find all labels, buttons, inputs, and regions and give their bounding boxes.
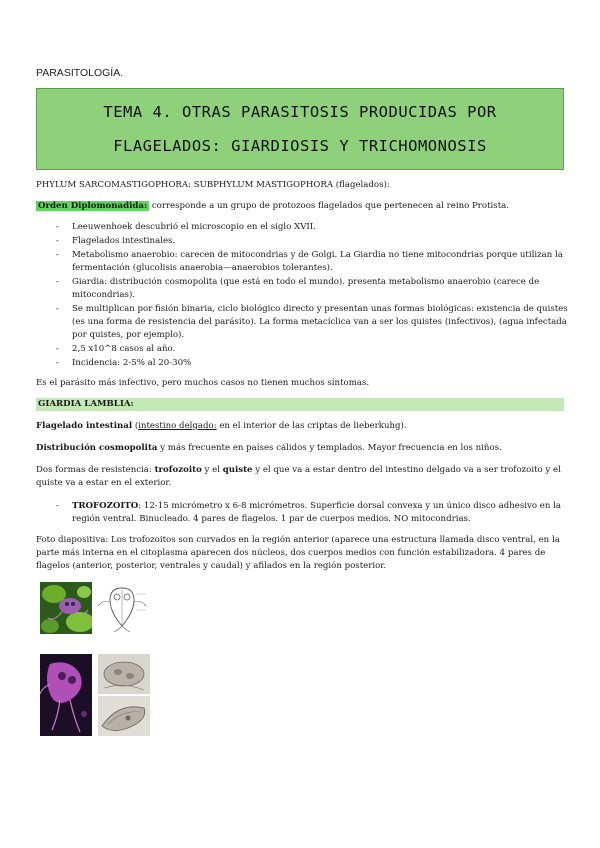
distribucion-paragraph: Distribución cosmopolita y más frecuente en países cálidos y templados. Mayor frecuencia en los niños. [36,443,502,453]
micrograph-giardia-color [40,582,92,634]
foto-paragraph: Foto diapositiva: Los trofozoitos son curvados en la región anterior (aparece una estructura llamada disco ventral, en la parte más interna en el citoplasma aparecen dos núcleos, dos cuerpos medios con función estabilizadora. 4 pares de flagelos (anterior, posterior, ventrales y caudal) y afilados en la región posterior. [36,535,560,571]
infectivity-note: Es el parásito más infectivo, pero muchos casos no tienen muchos síntomas. [36,378,370,388]
list-item: - Giardia: distribución cosmopolita (que está en todo el mundo). presenta metabolismo anaerobio (carece de mitocondrias). [56,277,540,300]
flagelado-paragraph: Flagelado intestinal (intestino delgado: en el interior de las criptas de lieberkuhg). [36,421,407,431]
list-item: - 2,5 x10^8 casos al año. [56,344,176,354]
orden-label: Orden Diplomonadida: [38,201,148,211]
list-item: - Se multiplican por fisión binaria, ciclo biológico directo y presentan unas formas biológicas: existencia de quistes (es una forma de resistencia del parásito). La forma metacíclica van a ser los quistes (infectivos), (agua infectada por quistes, por ejemplo). [56,304,568,340]
electron-micrograph-top [98,654,150,694]
phylum-line: PHYLUM SARCOMASTIGOPHORA: SUBPHYLUM MASTIGOPHORA (flagelados): [36,180,390,190]
giardia-heading: GIARDIA LAMBLIA: [36,398,564,411]
list-item: - Leeuwenhoek descubrió el microscopio en el siglo XVII. [56,222,316,232]
subject-label: PARASITOLOGÍA. [36,67,124,79]
title-banner [36,88,564,170]
electron-micrograph-bottom [98,696,150,736]
list-item: - Metabolismo anaerobio: carecen de mitocondrias y de Golgi. La Giardia no tiene mitocondrias porque utilizan la fermentación (glucolisis anaerobia—anaerobios tolerantes). [56,250,563,273]
characteristics-list [56,221,568,371]
list-item: - Incidencia: 2-5% al 20-30% [56,358,192,368]
micrograph-giardia-stained [40,654,92,736]
page-title: TEMA 4. OTRAS PARASITOSIS PRODUCIDAS POR FLAGELADOS: GIARDIOSIS Y TRICHOMONOSIS [103,103,497,155]
orden-line [36,200,566,213]
diagram-trophozoite [96,582,148,634]
orden-text: corresponde a un grupo de protozoos flagelados que pertenecen al reino Protista. [149,201,510,211]
formas-paragraph: Dos formas de resistencia: trofozoito y el quiste y el que va a estar dentro del intestino delgado va a ser trofozoito y el quiste va a estar en el exterior. [36,465,561,488]
trofozoito-item: - TROFOZOITO: 12-15 micrómetro x 6-8 micrómetros. Superficie dorsal convexa y un único disco adhesivo en la región ventral. Binucleado. 4 pares de flagelos. 1 par de cuerpos medios. NO mitocondrias. [56,501,561,524]
list-item: - Flagelados intestinales. [56,236,176,246]
